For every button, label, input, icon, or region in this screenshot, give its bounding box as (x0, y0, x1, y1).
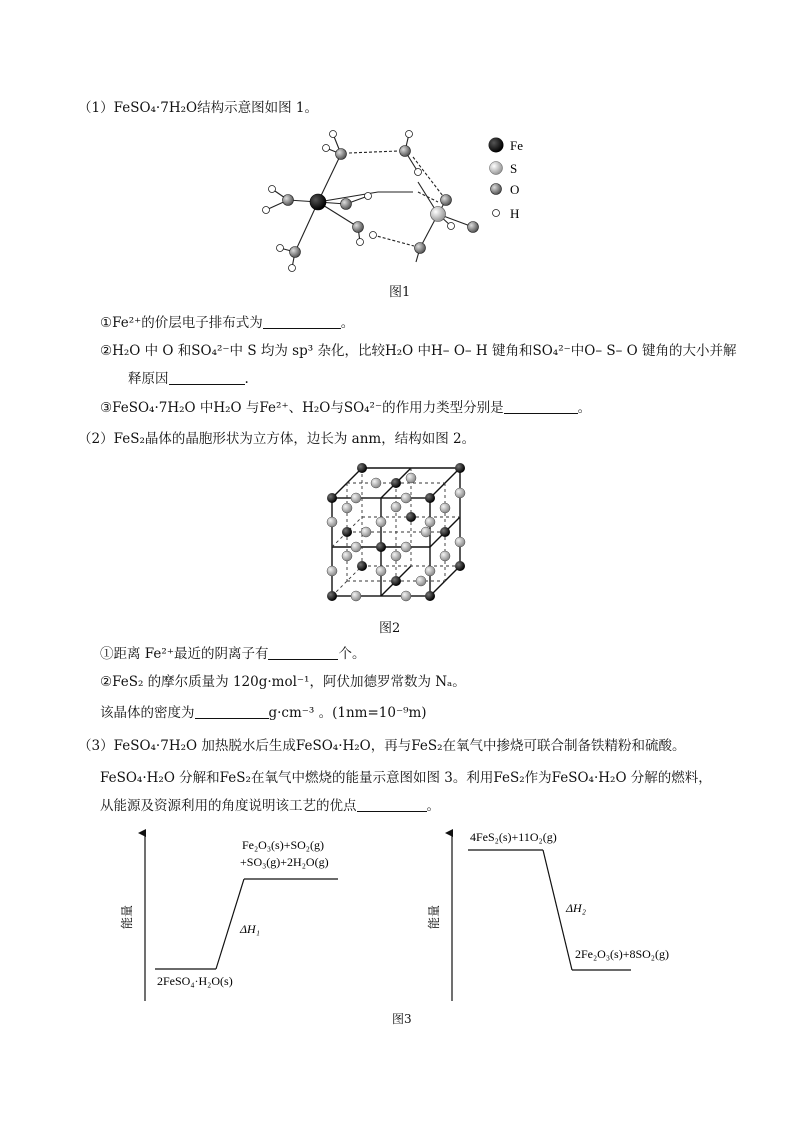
q2-item3 (100, 704, 427, 722)
q2-item1 (100, 645, 365, 663)
q2-intro: （2）FeS₂晶体的晶胞形状为立方体，边长为 anm，结构如图 2。 (78, 431, 476, 447)
figure-3-caption: 图3 (392, 1012, 412, 1026)
q3-line3 (100, 797, 440, 815)
answer-blank[interactable] (195, 704, 269, 719)
answer-blank[interactable] (357, 797, 427, 812)
q1-intro: （1）FeSO₄·7H₂O结构示意图如图 1。 (78, 100, 318, 116)
right-energy-diagram (426, 830, 669, 1001)
figure-1-structure (248, 122, 548, 282)
q1-item2-text: 释原因 (128, 371, 169, 387)
figure-1-caption: 图1 (389, 285, 411, 300)
left-energy-diagram (119, 833, 338, 1001)
right-product-label: 2Fe₂O₃(s)+8SO₂(g) (575, 947, 669, 961)
hydrogen-bonds (349, 151, 446, 246)
left-product-label-2: +SO₃(g)+2H₂O(g) (240, 855, 329, 869)
left-product-label-1: Fe₂O₃(s)+SO₂(g) (242, 838, 324, 852)
q3-line3-text: 从能源及资源利用的角度说明该工艺的优点 (100, 798, 357, 814)
q1-item3-end: 。 (577, 400, 592, 416)
q3-line3-end: 。 (426, 798, 440, 814)
figure-2-caption: 图2 (379, 621, 401, 636)
legend-h-icon (493, 210, 500, 217)
q3-line1: （3）FeSO₄·7H₂O 加热脱水后生成FeSO₄·H₂O，再与FeS₂在氧气中掺烧可联合制备铁精粉和硫酸。 (78, 738, 686, 754)
figure-2-unit-cell (320, 458, 470, 608)
left-delta-h-label: ΔH₁ (240, 922, 260, 936)
legend-s-icon (490, 162, 503, 175)
q1-item2: ②H₂O 中 O 和SO₄²⁻中 S 均为 sp³ 杂化，比较H₂O 中H– O– H 键角和SO₄²⁻中O– S– O 键角的大小并解 (100, 343, 737, 359)
q2-item3-end: g·cm⁻³ 。(1nm=10⁻⁹m) (268, 705, 427, 721)
q1-item1-text: ①Fe²⁺的价层电子排布式为 (100, 315, 263, 331)
legend-s-label: S (510, 161, 518, 176)
answer-blank[interactable] (263, 314, 341, 329)
answer-blank[interactable] (504, 399, 578, 414)
q3-line2: FeSO₄·H₂O 分解和FeS₂在氧气中燃烧的能量示意图如图 3。利用FeS₂作为FeSO₄·H₂O 分解的燃料， (100, 770, 712, 786)
q2-item1-end: 个。 (338, 646, 366, 662)
legend-fe-icon (489, 138, 504, 153)
left-y-axis-label: 能量 (120, 904, 134, 930)
answer-blank[interactable] (169, 370, 245, 385)
q1-item3-text: ③FeSO₄·7H₂O 中H₂O 与Fe²⁺、H₂O与SO₄²⁻的作用力类型分别是 (100, 400, 504, 416)
legend-h-label: H (510, 206, 520, 221)
q2-item2: ②FeS₂ 的摩尔质量为 120g·mol⁻¹，阿伏加德罗常数为 Nₐ。 (100, 674, 466, 690)
right-y-axis-label: 能量 (427, 904, 441, 930)
q2-item1-text: ①距离 Fe²⁺最近的阴离子有 (100, 646, 269, 662)
legend-fe-label: Fe (510, 138, 523, 153)
q1-item3 (100, 399, 591, 417)
left-reactant-label: 2FeSO₄·H₂O(s) (157, 974, 233, 988)
legend-o-label: O (510, 182, 520, 197)
q1-item1-end: 。 (340, 315, 355, 331)
figure-3-energy-diagrams (0, 825, 794, 1025)
legend-o-icon (491, 184, 502, 195)
q2-item3-text: 该晶体的密度为 (100, 705, 195, 721)
q1-item2-cont (128, 370, 249, 388)
q1-item2-end: . (244, 371, 249, 387)
right-reactant-label: 4FeS₂(s)+11O₂(g) (470, 830, 557, 844)
right-delta-h-label: ΔH₂ (566, 901, 586, 915)
q1-item1 (100, 314, 354, 332)
answer-blank[interactable] (268, 645, 338, 660)
legend (489, 138, 524, 222)
